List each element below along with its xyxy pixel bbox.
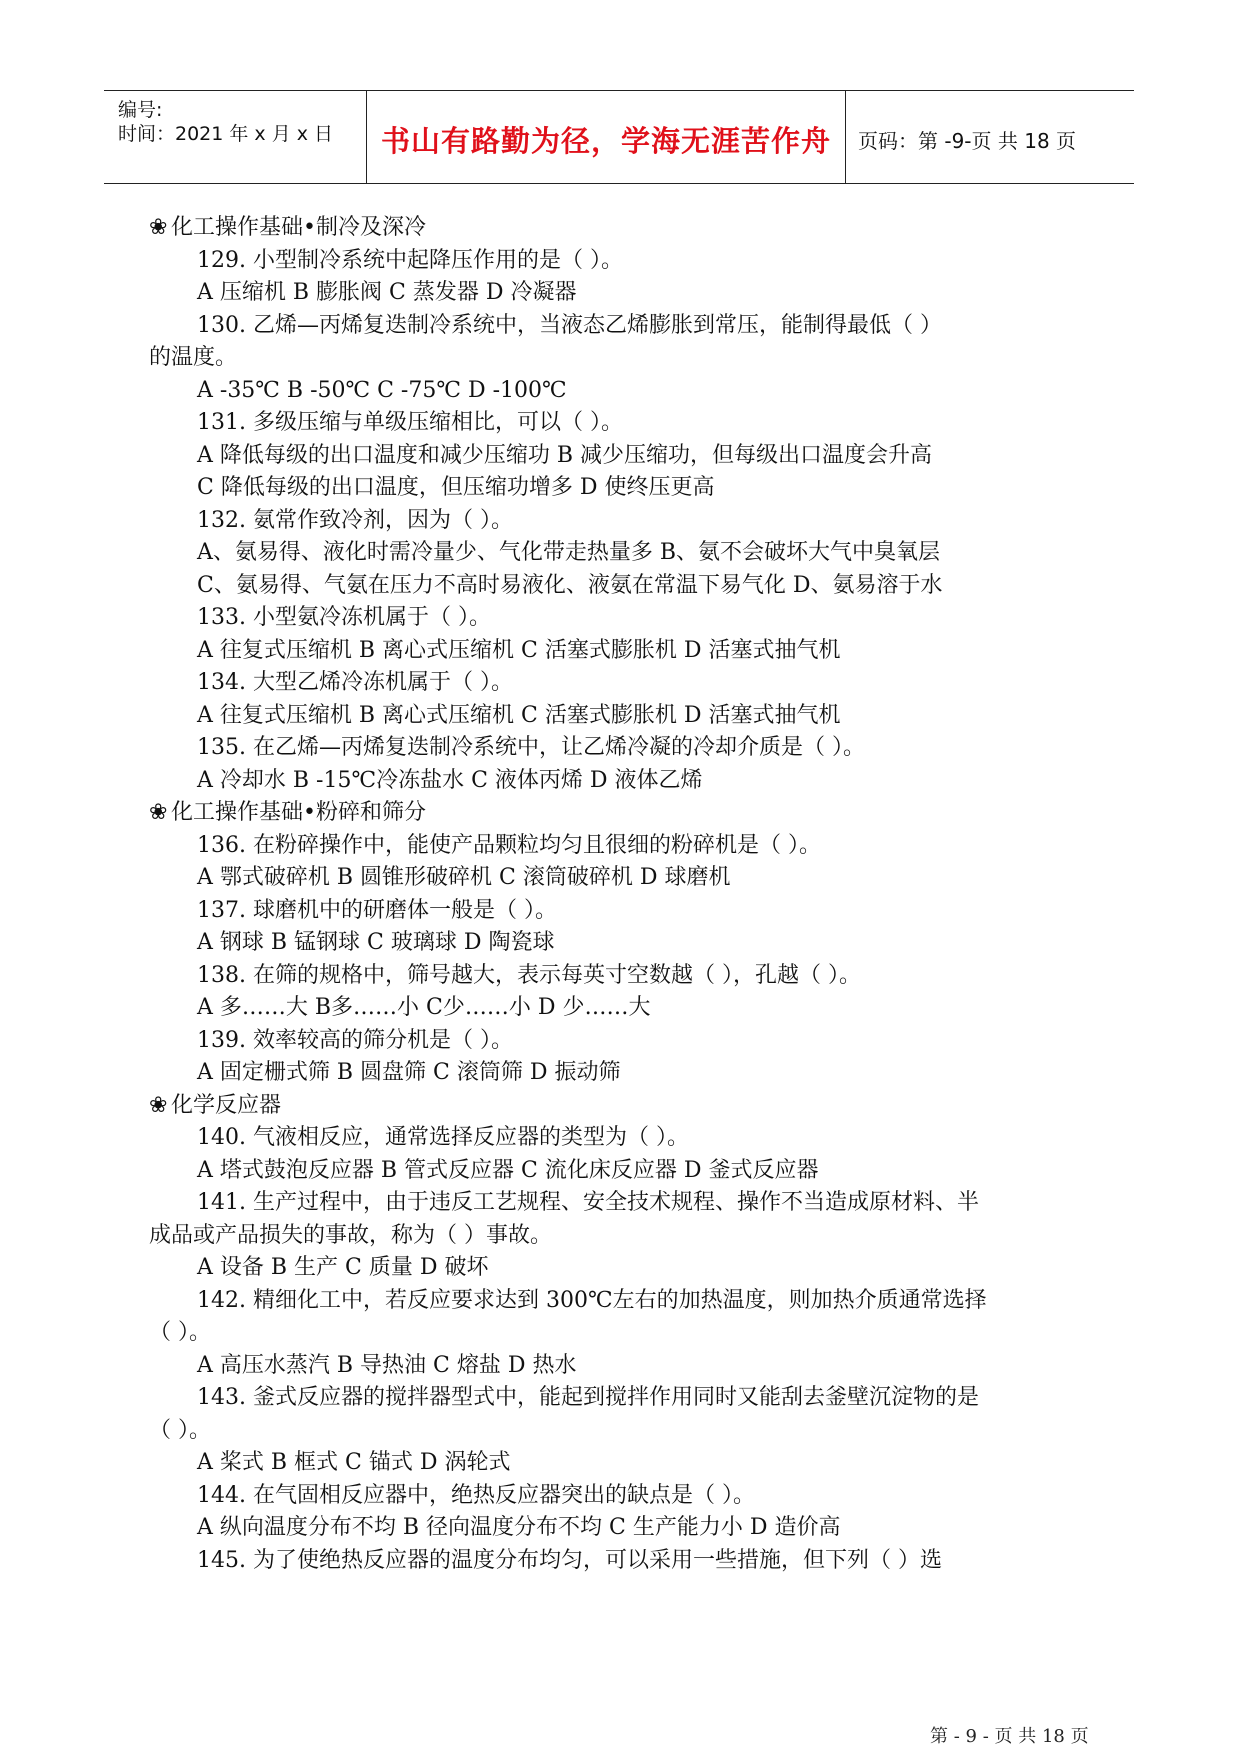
answer-options: A 桨式 B 框式 C 锚式 D 涡轮式 (197, 1450, 511, 1475)
question-text: 130. 乙烯—丙烯复迭制冷系统中，当液态乙烯膨胀到常压，能制得最低（ ） (197, 312, 942, 338)
document-number-label: 编号: (118, 99, 163, 121)
answer-options: A 钢球 B 锰钢球 C 玻璃球 D 陶瓷球 (197, 930, 555, 955)
question-text: 134. 大型乙烯冷冻机属于（ ）。 (197, 670, 513, 695)
answer-options: A 压缩机 B 膨胀阀 C 蒸发器 D 冷凝器 (197, 280, 577, 305)
answer-options: A 固定栅式筛 B 圆盘筛 C 滚筒筛 D 振动筛 (197, 1060, 621, 1085)
answer-options: A 设备 B 生产 C 质量 D 破坏 (197, 1255, 489, 1280)
question-text: 144. 在气固相反应器中，绝热反应器突出的缺点是（ ）。 (197, 1482, 755, 1508)
header-middle-cell (367, 91, 846, 183)
question-text: 133. 小型氨冷冻机属于（ ）。 (197, 605, 491, 630)
question-text: 140. 气液相反应，通常选择反应器的类型为（ ）。 (197, 1125, 689, 1150)
time-label: 时间：2021 年 x 月 x 日 (118, 123, 334, 145)
question-text: 142. 精细化工中，若反应要求达到 300℃左右的加热温度，则加热介质通常选择 (197, 1287, 987, 1313)
question-continuation: 成品或产品损失的事故，称为（ ）事故。 (149, 1222, 552, 1248)
question-text: 136. 在粉碎操作中，能使产品颗粒均匀且很细的粉碎机是（ ）。 (197, 832, 821, 858)
question-text: 138. 在筛的规格中，筛号越大，表示每英寸空数越（ ），孔越（ ）。 (197, 962, 861, 988)
question-text: 131. 多级压缩与单级压缩相比，可以（ ）。 (197, 410, 623, 435)
section-heading-text: 化工操作基础•制冷及深冷 (171, 215, 426, 240)
question-text: 141. 生产过程中，由于违反工艺规程、安全技术规程、操作不当造成原材料、半 (197, 1190, 979, 1215)
page-header (104, 90, 1134, 184)
flower-bullet-icon: ❀ (149, 800, 168, 825)
section-heading (149, 1090, 1109, 1123)
header-right-cell (846, 91, 1134, 183)
answer-options: A、氨易得、液化时需冷量少、气化带走热量多 B、氨不会破坏大气中臭氧层 (197, 540, 941, 565)
question-text: 137. 球磨机中的研磨体一般是（ ）。 (197, 897, 557, 923)
section-heading-text: 化工操作基础•粉碎和筛分 (171, 800, 426, 825)
question-text: 143. 釜式反应器的搅拌器型式中，能起到搅拌作用同时又能刮去釜壁沉淀物的是 (197, 1385, 979, 1410)
answer-options: C、氨易得、气氨在压力不高时易液化、液氨在常温下易气化 D、氨易溶于水 (197, 572, 943, 598)
question-text: 145. 为了使绝热反应器的温度分布均匀，可以采用一些措施，但下列（ ）选 (197, 1547, 942, 1573)
answer-options: A 塔式鼓泡反应器 B 管式反应器 C 流化床反应器 D 釜式反应器 (197, 1157, 819, 1183)
question-text: 139. 效率较高的筛分机是（ ）。 (197, 1027, 513, 1053)
answer-options: A 降低每级的出口温度和减少压缩功 B 减少压缩功，但每级出口温度会升高 (197, 442, 933, 468)
question-continuation: 的温度。 (149, 345, 238, 370)
answer-options: A 往复式压缩机 B 离心式压缩机 C 活塞式膨胀机 D 活塞式抽气机 (197, 702, 841, 728)
motto-text: 书山有路勤为径，学海无涯苦作舟 (380, 124, 831, 158)
question-continuation: （ ）。 (149, 1320, 211, 1345)
answer-options: A 往复式压缩机 B 离心式压缩机 C 活塞式膨胀机 D 活塞式抽气机 (197, 637, 841, 663)
answer-options: A 纵向温度分布不均 B 径向温度分布不均 C 生产能力小 D 造价高 (197, 1515, 841, 1540)
section-heading (149, 212, 1109, 245)
question-text: 129. 小型制冷系统中起降压作用的是（ ）。 (197, 247, 623, 273)
question-text: 132. 氨常作致冷剂，因为（ ）。 (197, 507, 513, 533)
section-heading (149, 797, 1109, 830)
question-text: 135. 在乙烯—丙烯复迭制冷系统中，让乙烯冷凝的冷却介质是（ ）。 (197, 735, 865, 760)
section-heading-text: 化学反应器 (171, 1092, 282, 1118)
flower-bullet-icon: ❀ (149, 1092, 168, 1118)
answer-options: C 降低每级的出口温度，但压缩功增多 D 使终压更高 (197, 475, 715, 500)
answer-options: A 鄂式破碎机 B 圆锥形破碎机 C 滚筒破碎机 D 球磨机 (197, 865, 731, 890)
question-continuation: （ ）。 (149, 1417, 211, 1443)
document-body (149, 212, 1109, 1577)
page-footer: 第 - 9 - 页 共 18 页 (930, 1726, 1089, 1747)
answer-options: A -35℃ B -50℃ C -75℃ D -100℃ (197, 377, 567, 403)
answer-options: A 高压水蒸汽 B 导热油 C 熔盐 D 热水 (197, 1352, 577, 1378)
header-left-cell (104, 91, 367, 183)
header-page-number: 页码：第 -9-页 共 18 页 (858, 129, 1077, 153)
flower-bullet-icon: ❀ (149, 215, 168, 240)
answer-options: A 冷却水 B -15℃冷冻盐水 C 液体丙烯 D 液体乙烯 (197, 767, 703, 793)
answer-options: A 多……大 B多……小 C少……小 D 少……大 (197, 995, 651, 1020)
